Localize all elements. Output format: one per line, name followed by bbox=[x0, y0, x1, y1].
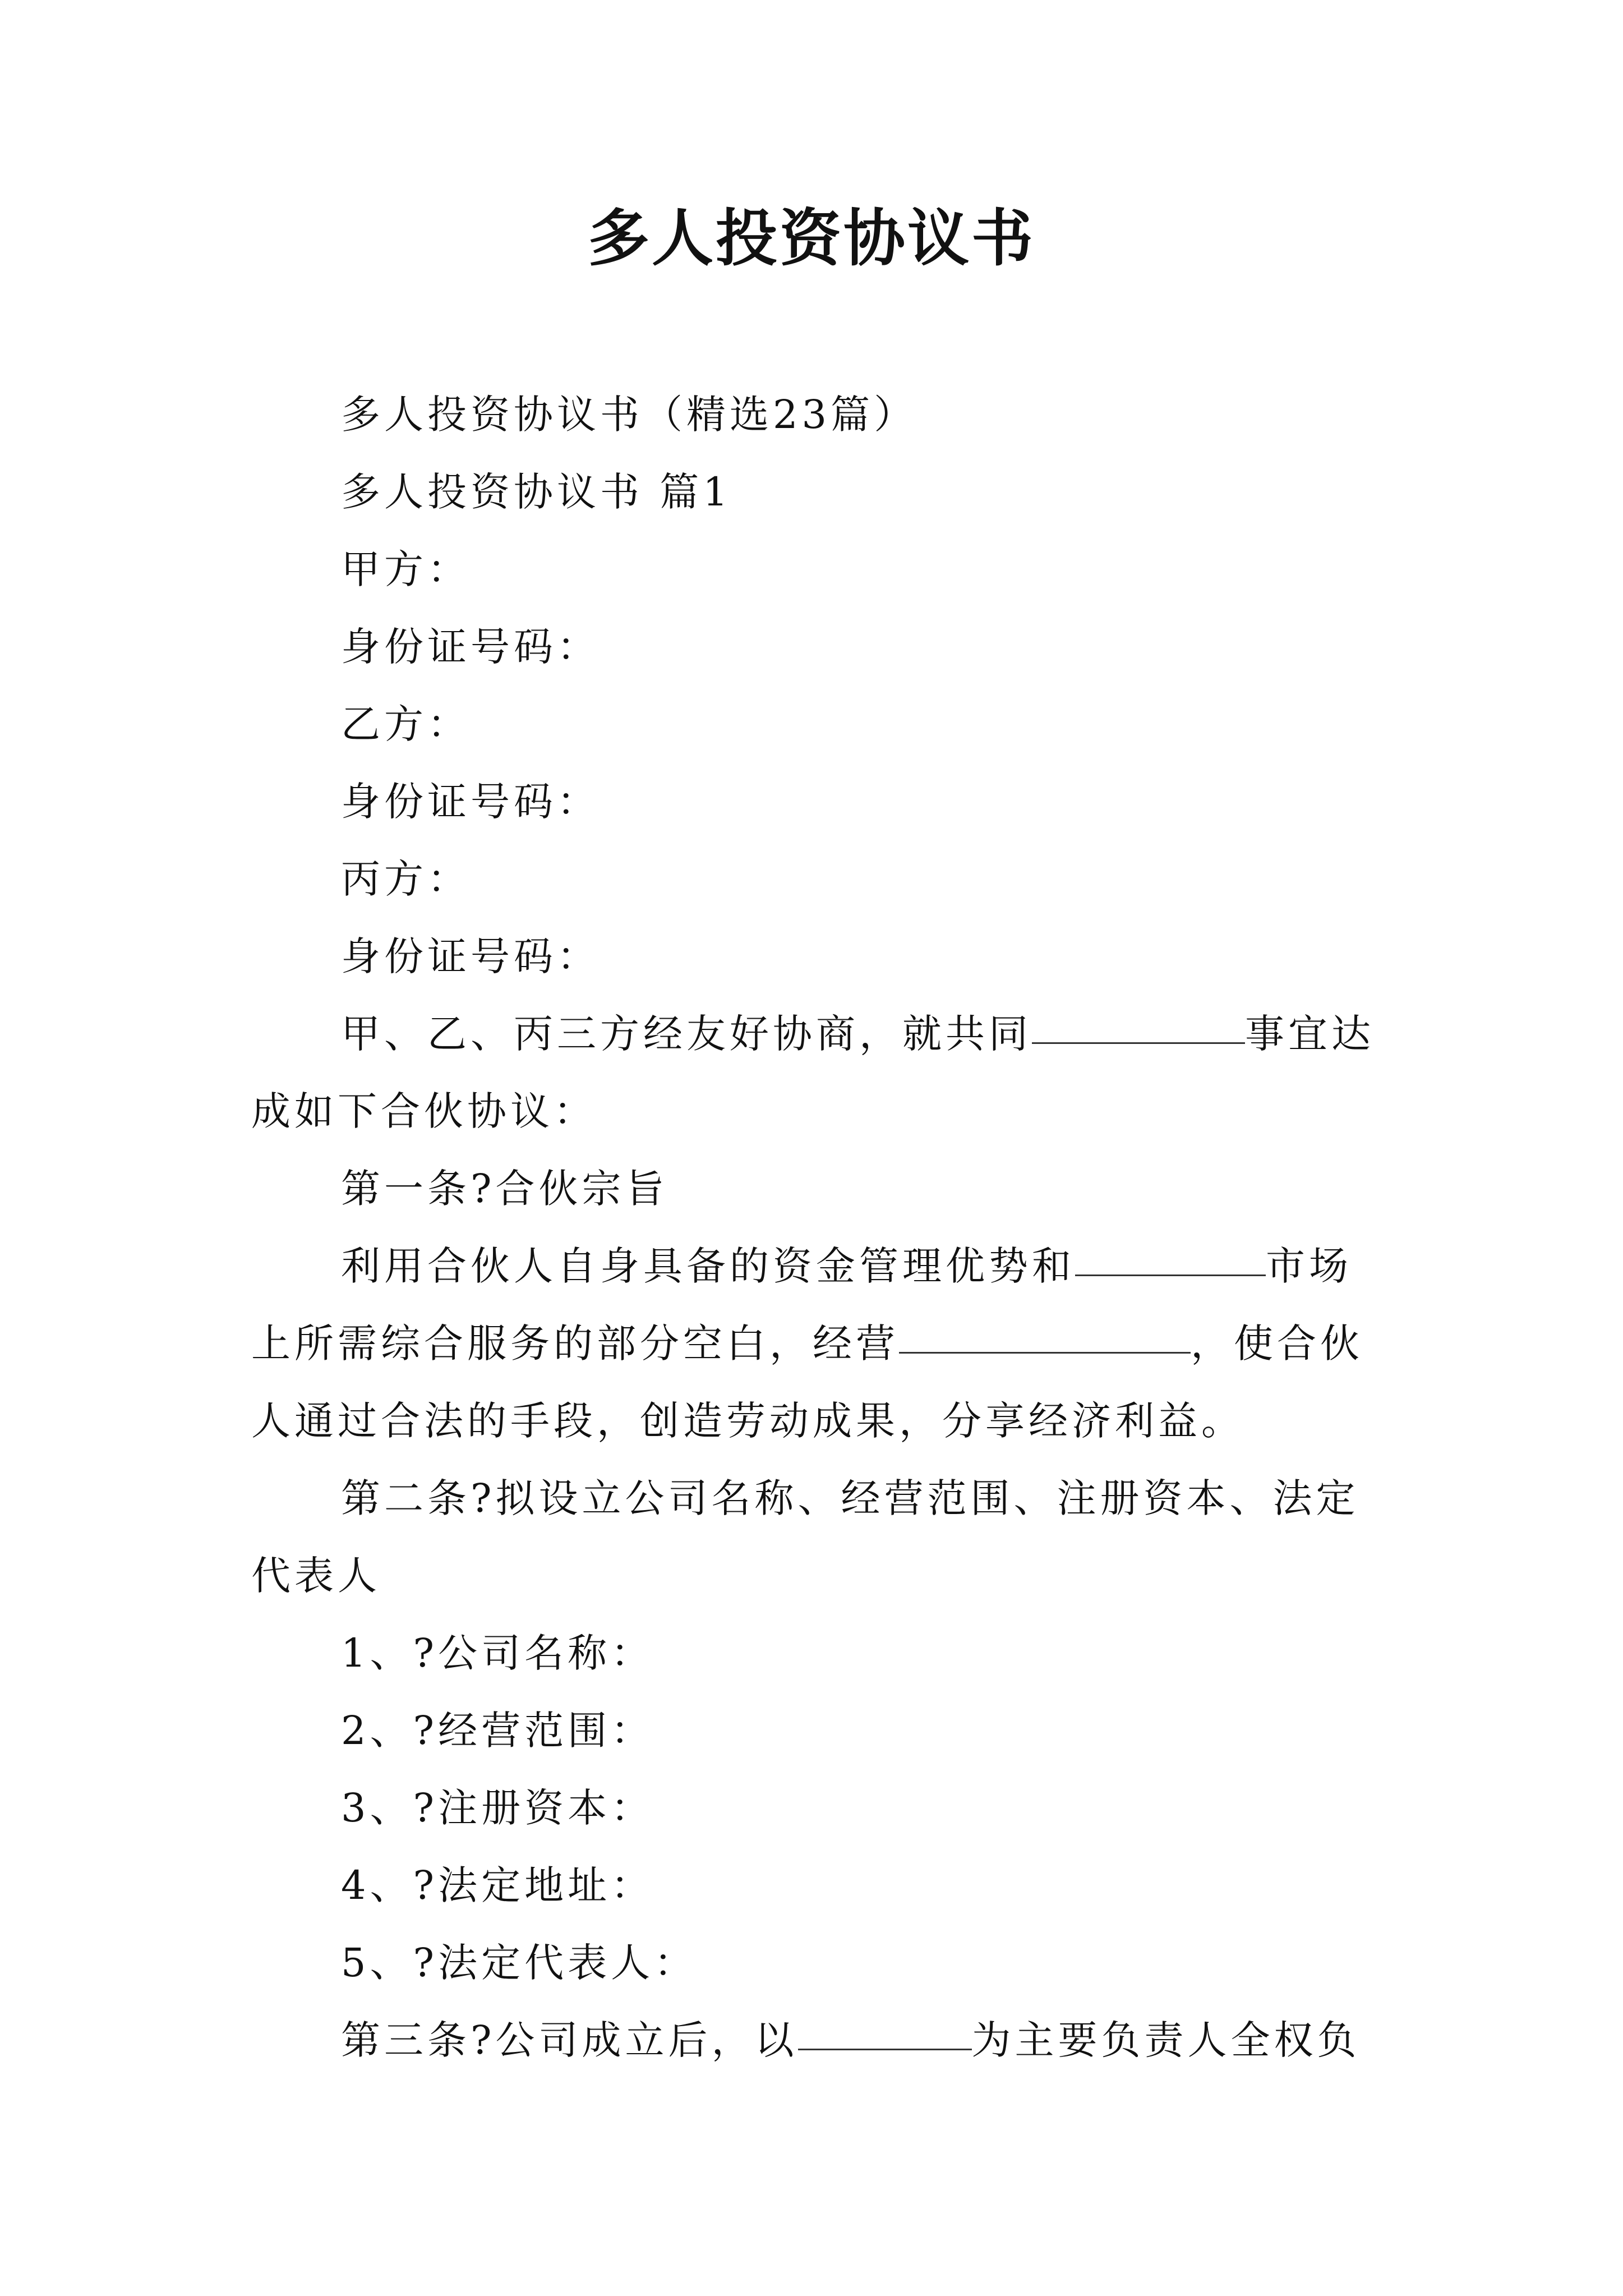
article2-item-company-name: 1、?公司名称： bbox=[341, 1630, 654, 1676]
article2-item-legal-representative: 5、?法定代表人： bbox=[341, 1940, 698, 1986]
article2-item-legal-address: 4、?法定地址： bbox=[341, 1862, 654, 1908]
article1-text-part3: 上所需综合服务的部分空白，经营 bbox=[251, 1320, 899, 1366]
article2-item-registered-capital: 3、?注册资本： bbox=[341, 1785, 654, 1831]
intro-paragraph-line1 bbox=[251, 995, 1390, 1073]
article1-line1 bbox=[251, 1227, 1390, 1305]
party-b-label: 乙方： bbox=[341, 701, 471, 747]
fill-in-blank bbox=[1032, 1003, 1245, 1044]
article2-line1: 第二条?拟设立公司名称、经营范围、注册资本、法定 bbox=[341, 1475, 1359, 1521]
intro-text-part1: 甲、乙、丙三方经友好协商，就共同 bbox=[341, 1011, 1032, 1057]
document-body bbox=[251, 376, 1390, 2079]
party-a-label: 甲方： bbox=[341, 546, 471, 592]
party-a-id-label: 身份证号码： bbox=[341, 624, 600, 670]
article1-text-part2: 市场 bbox=[1266, 1243, 1352, 1289]
party-c-id-label: 身份证号码： bbox=[341, 933, 600, 979]
article1-line2 bbox=[251, 1305, 1390, 1382]
document-subtitle: 多人投资协议书（精选23篇） bbox=[341, 392, 917, 438]
article1-heading: 第一条?合伙宗旨 bbox=[341, 1166, 668, 1212]
fill-in-blank bbox=[899, 1313, 1191, 1354]
document-title: 多人投资协议书 bbox=[588, 202, 1035, 274]
article2-item-business-scope: 2、?经营范围： bbox=[341, 1708, 654, 1754]
fill-in-blank bbox=[798, 2009, 972, 2050]
fill-in-blank bbox=[1075, 1235, 1266, 1276]
article3-text-part2: 为主要负责人全权负 bbox=[971, 2017, 1361, 2063]
article1-text-part4: ，使合伙 bbox=[1191, 1320, 1363, 1366]
intro-text-part2: 事宜达 bbox=[1245, 1011, 1375, 1057]
article2-line2: 代表人 bbox=[251, 1553, 381, 1599]
party-c-label: 丙方： bbox=[341, 856, 471, 902]
section-heading: 多人投资协议书 篇1 bbox=[341, 469, 732, 515]
party-b-id-label: 身份证号码： bbox=[341, 779, 600, 825]
article1-line3: 人通过合法的手段，创造劳动成果，分享经济利益。 bbox=[251, 1398, 1244, 1444]
article3-text-part1: 第三条?公司成立后，以 bbox=[341, 2017, 798, 2063]
intro-paragraph-line2: 成如下合伙协议： bbox=[251, 1088, 597, 1134]
article3-line1 bbox=[251, 2001, 1390, 2079]
article1-text-part1: 利用合伙人自身具备的资金管理优势和 bbox=[341, 1243, 1075, 1289]
